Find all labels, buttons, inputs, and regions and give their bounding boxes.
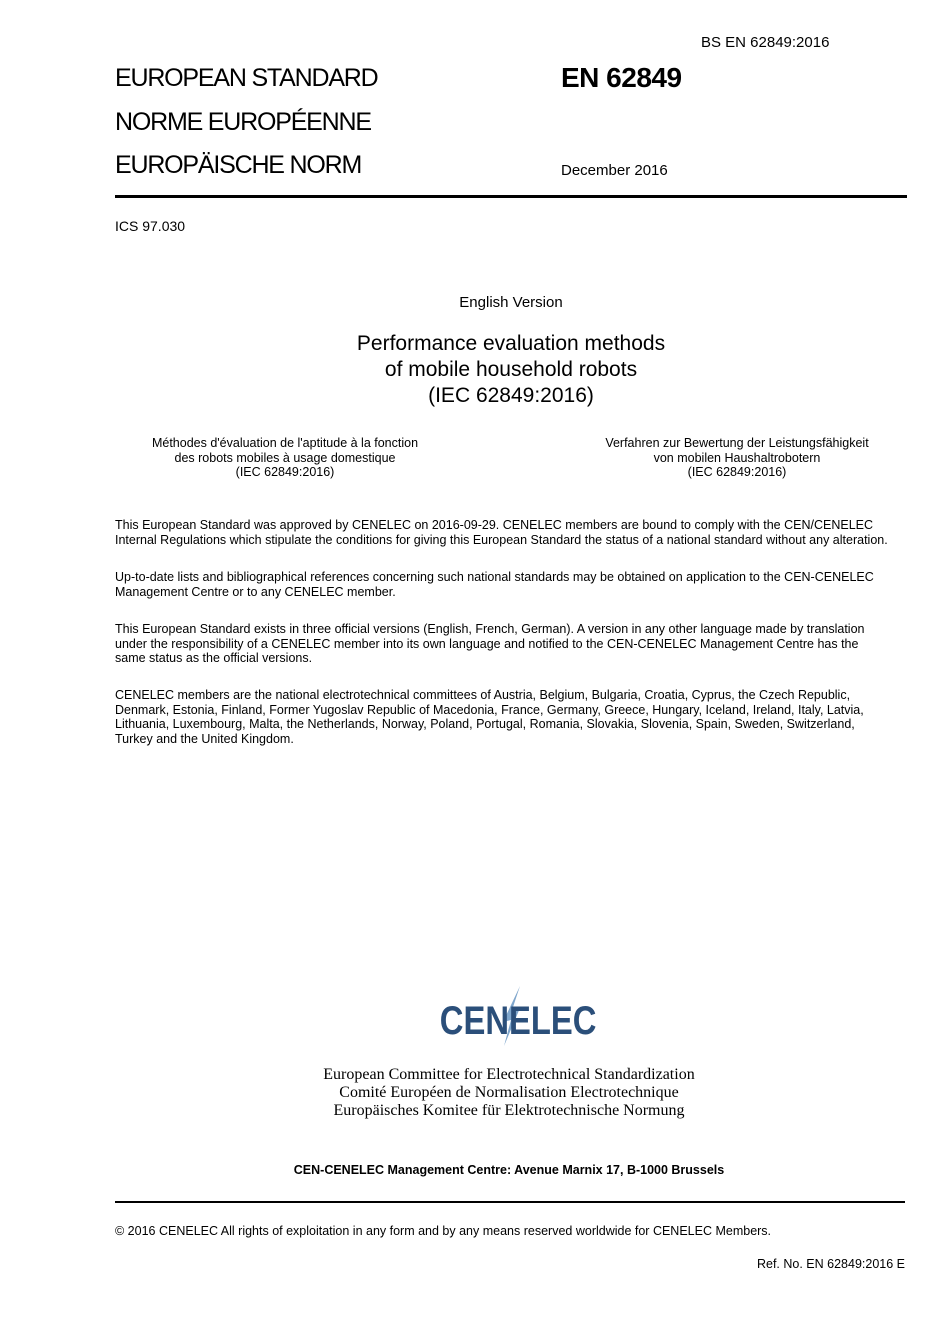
paragraph-line: Management Centre or to any CENELEC member. xyxy=(115,584,396,599)
standard-number: EN 62849 xyxy=(561,62,682,93)
ics-code: ICS 97.030 xyxy=(115,218,186,234)
standard-title-de: EUROPÄISCHE NORM xyxy=(115,151,362,179)
french-title xyxy=(115,436,455,480)
standard-title-en: EUROPEAN STANDARD xyxy=(115,64,378,92)
paragraph-line: CENELEC members are the national electrotechnical committees of Austria, Belgium, Bulgaria, Croatia, Cyprus, the Czech Republic, xyxy=(115,688,851,702)
versions-paragraph xyxy=(115,622,915,666)
document-title-line: (IEC 62849:2016) xyxy=(428,384,594,407)
paragraph-line: under the responsibility of a CENELEC member into its own language and notified to the CEN-CENELEC Management Centre has the xyxy=(115,636,859,651)
committee-name-de: Europäisches Komitee für Elektrotechnische Normung xyxy=(333,1102,685,1119)
copyright-notice: © 2016 CENELEC All rights of exploitation in any form and by any means reserved worldwide for CENELEC Members. xyxy=(115,1224,772,1238)
paragraph-line: Turkey and the United Kingdom. xyxy=(115,731,294,746)
paragraph-line: Lithuania, Luxembourg, Malta, the Netherlands, Norway, Poland, Portugal, Romania, Slovakia, Slovenia, Spain, Sweden, Switzerland, xyxy=(115,717,855,732)
cenelec-logo xyxy=(432,984,604,1054)
german-title-line: Verfahren zur Bewertung der Leistungsfähigkeit xyxy=(605,436,869,450)
standard-title-fr: NORME EUROPÉENNE xyxy=(115,108,371,136)
document-title-line: of mobile household robots xyxy=(384,358,638,381)
reference-number: Ref. No. EN 62849:2016 E xyxy=(756,1257,905,1271)
paragraph-line: Denmark, Estonia, Finland, Former Yugoslav Republic of Macedonia, France, Germany, Greece, Hungary, Iceland, Ireland, Italy, Latvia, xyxy=(115,702,864,717)
document-title-line: Performance evaluation methods xyxy=(356,332,666,355)
french-title-line: Méthodes d'évaluation de l'aptitude à la fonction xyxy=(151,436,419,450)
paragraph-line: Up-to-date lists and bibliographical references concerning such national standards may be obtained on application to the CEN-CENELEC xyxy=(115,570,874,584)
paragraph-line: Internal Regulations which stipulate the conditions for giving this European Standard the status of a national standard without any alteration. xyxy=(115,532,888,547)
document-title xyxy=(0,331,950,409)
paragraph-line: same status as the official versions. xyxy=(115,651,313,666)
footer-divider xyxy=(115,1201,905,1203)
paragraph-line: This European Standard was approved by CENELEC on 2016-09-29. CENELEC members are bound to comply with the CEN/CENELEC xyxy=(115,518,874,532)
members-paragraph xyxy=(115,688,915,746)
language-version: English Version xyxy=(459,294,563,311)
header-divider xyxy=(115,195,907,198)
management-centre-address: CEN-CENELEC Management Centre: Avenue Marnix 17, B-1000 Brussels xyxy=(293,1163,725,1177)
bs-reference: BS EN 62849:2016 xyxy=(701,34,830,51)
cenelec-wordmark: CENELEC xyxy=(439,997,597,1043)
french-title-line: (IEC 62849:2016) xyxy=(235,465,335,479)
committee-name-fr: Comité Européen de Normalisation Electrotechnique xyxy=(339,1084,679,1101)
committee-name-en: European Committee for Electrotechnical Standardization xyxy=(323,1066,695,1083)
committee-names xyxy=(0,1066,950,1120)
french-title-line: des robots mobiles à usage domestique xyxy=(174,450,396,465)
german-title-line: von mobilen Haushaltrobotern xyxy=(653,450,821,465)
paragraph-line: This European Standard exists in three official versions (English, French, German). A version in any other language made by translation xyxy=(115,622,865,636)
approval-paragraph xyxy=(115,518,915,547)
references-paragraph xyxy=(115,570,915,599)
german-title xyxy=(567,436,907,480)
publication-date: December 2016 xyxy=(561,162,668,179)
german-title-line: (IEC 62849:2016) xyxy=(687,465,787,479)
